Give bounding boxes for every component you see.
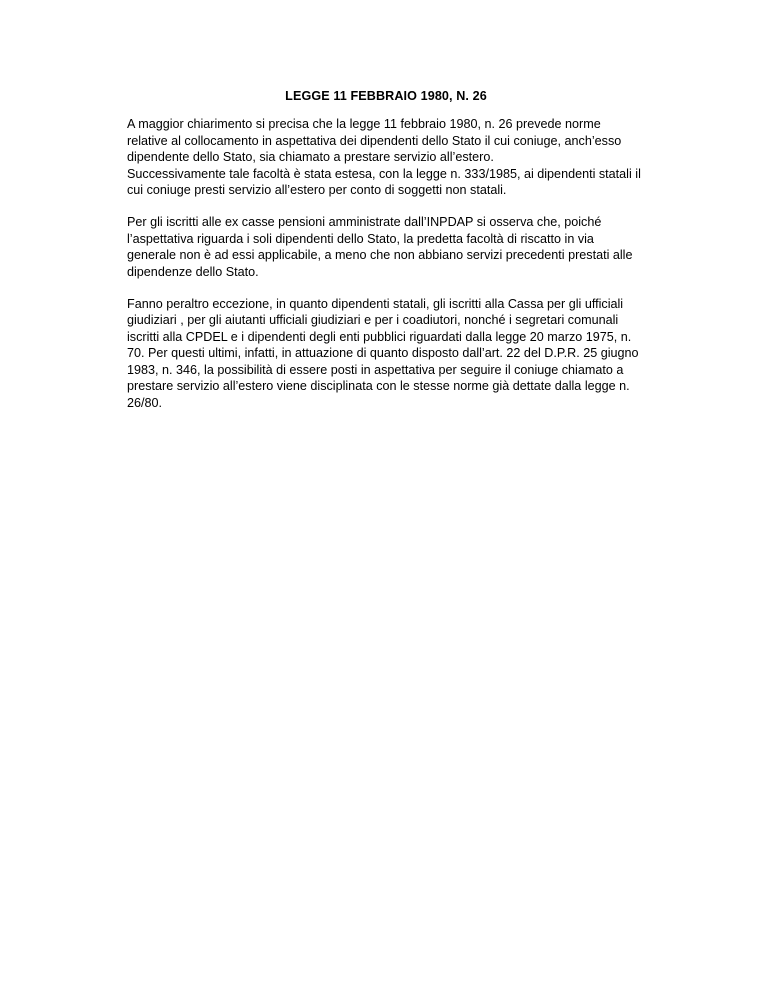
paragraph-line: A maggior chiarimento si precisa che la legge 11 febbraio 1980, n. 26 prevede norme [127,117,601,132]
paragraph-line: cui coniuge presti servizio all’estero per conto di soggetti non statali. [127,183,507,198]
paragraph-line: generale non è ad essi applicabile, a meno che non abbiano servizi precedenti prestati alle [127,248,633,263]
paragraph-line: l’aspettativa riguarda i soli dipendenti dello Stato, la predetta facoltà di riscatto in via [127,231,594,246]
paragraph-line: 26/80. [127,395,163,410]
paragraph-2 [127,214,645,280]
paragraph-line: dipendente dello Stato, sia chiamato a prestare servizio all’estero. [127,150,494,165]
paragraph-3 [127,296,645,411]
paragraph-line: Per gli iscritti alle ex casse pensioni amministrate dall’INPDAP si osserva che, poiché [127,215,602,230]
paragraph-line: giudiziari , per gli aiutanti ufficiali giudiziari e per i coadiutori, nonché i segretari comunali [127,313,619,328]
paragraph-line: 70. Per questi ultimi, infatti, in attuazione di quanto disposto dall’art. 22 del D.P.R. 25 giugno [127,346,639,361]
paragraph-line: 1983, n. 346, la possibilità di essere posti in aspettativa per seguire il coniuge chiamato a [127,362,624,377]
document-title: LEGGE 11 FEBBRAIO 1980, N. 26 [285,89,487,103]
paragraph-line: Successivamente tale facoltà è stata estesa, con la legge n. 333/1985, ai dipendenti statali il [127,166,641,181]
document-page [127,88,645,427]
paragraph-line: dipendenze dello Stato. [127,264,259,279]
paragraph-1 [127,116,645,198]
paragraph-line: iscritti alla CPDEL e i dipendenti degli enti pubblici riguardati dalla legge 20 marzo 1975, n. [127,329,632,344]
paragraph-line: relative al collocamento in aspettativa dei dipendenti dello Stato il cui coniuge, anch’esso [127,133,622,148]
paragraph-line: prestare servizio all’estero viene disciplinata con le stesse norme già dettate dalla legge n. [127,379,630,394]
paragraph-line: Fanno peraltro eccezione, in quanto dipendenti statali, gli iscritti alla Cassa per gli ufficiali [127,297,624,312]
